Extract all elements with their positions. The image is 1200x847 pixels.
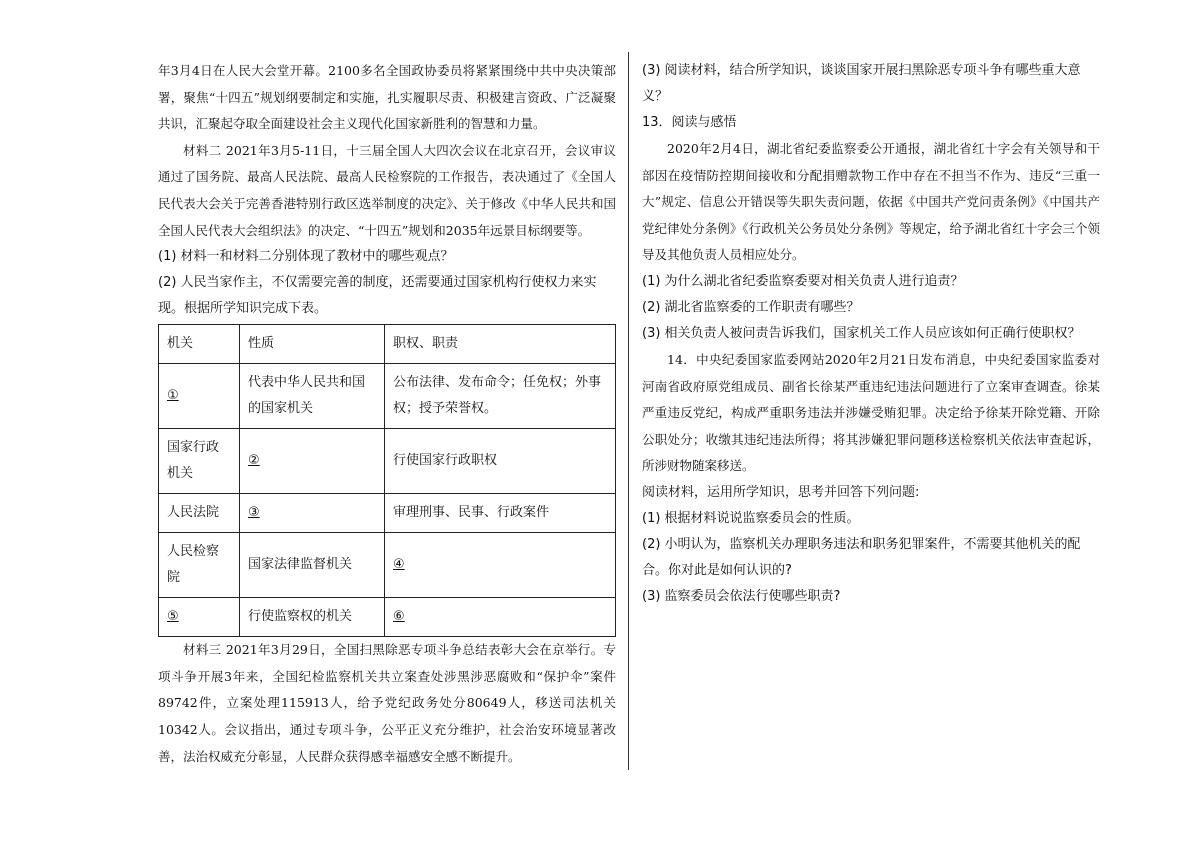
material-three: 材料三 2021年3月29日，全国扫黑除恶专项斗争总结表彰大会在京举行。专项斗争开展3年来，全国纪检监察机关共立案查处涉黑涉恶腐败和“保护伞”案件89742件，立案处理115913人，给予党纪政务处分80649人，移送司法机关10342人。会议指出，通过专项斗争，公平正义充分维护，社会治安环境显著改善，法治权威充分彰显，人民群众获得感幸福感安全感不断提升。 [158,642,616,764]
heading-13: 13．阅读与感悟 [642,115,737,130]
question-2: (2) 人民当家作主，不仅需要完善的制度，还需要通过国家机构行使权力来实现。根据所学知识完成下表。 [158,275,597,317]
table-cell-blank: ⑥ [385,598,616,637]
question-14-3: (3) 监察委员会依法行使哪些职责? [642,588,841,604]
table-cell: 人民检察院 [159,533,240,598]
table-cell: 审理刑事、民事、行政案件 [385,494,616,533]
material-14: 14．中央纪委国家监委网站2020年2月21日发布消息，中央纪委国家监委对河南省政府原党组成员、副省长徐某严重违纪违法问题进行了立案审查调查。徐某严重违反党纪，构成严重职务违法并涉嫌受贿犯罪。决定给予徐某开除党籍、开除公职处分；收缴其违纪违法所得；将其涉嫌犯罪问题移送检察机关依法审查起诉，所涉财物随案移送。 [642,351,1100,474]
question-13-2: (2) 湖北省监察委的工作职责有哪些？ [642,299,860,315]
table-cell-blank: ③ [240,494,385,533]
table-cell: 公布法律、发布命令；任免权；外事权；授予荣誉权。 [385,364,616,429]
left-column [158,58,616,770]
table-cell: 人民法院 [159,494,240,533]
question-3: (3) 阅读材料，结合所学知识，谈谈国家开展扫黑除恶专项斗争有哪些重大意义？ [642,63,1081,104]
table-row [159,598,616,637]
table-row [159,429,616,494]
table-header-row [159,325,616,364]
right-column [642,58,1100,610]
table-header: 机关 [159,325,240,364]
table-cell-blank: ④ [385,533,616,598]
material-13: 2020年2月4日，湖北省纪委监察委公开通报，湖北省红十字会有关领导和干部因在疫情防控期间接收和分配捐赠款物工作中存在不担当不作为、违反“三重一大”规定、信息公开错误等失职失责问题，依据《中国共产党问责条例》《中国共产党纪律处分条例》《行政机关公务员处分条例》等规定，给予湖北省红十字会三个领导及其他负责人员相应处分。 [642,141,1100,263]
material-one-continued: 年3月4日在人民大会堂开幕。2100多名全国政协委员将紧紧围绕中共中央决策部署，聚焦“十四五”规划纲要制定和实施，扎实履职尽责、积极建言资政、广泛凝聚共识，汇聚起夺取全面建设社会主义现代化国家新胜利的智慧和力量。 [158,63,616,132]
state-organs-table [158,324,616,637]
material-two: 材料二 2021年3月5-11日，十三届全国人大四次会议在北京召开，会议审议通过了国务院、最高人民法院、最高人民检察院的工作报告，表决通过了《全国人民代表大会关于完善香港特别行政区选举制度的决定》、关于修改《中华人民共和国全国人民代表大会组织法》的决定、“十四五”规划和2035年远景目标纲要等。 [158,142,616,238]
table-header: 性质 [240,325,385,364]
table-cell: 行使国家行政职权 [385,429,616,494]
question-13-1: (1) 为什么湖北省纪委监察委要对相关负责人进行追责？ [642,273,964,289]
question-13-3: (3) 相关负责人被问责告诉我们，国家机关工作人员应该如何正确行使职权？ [642,325,1081,341]
question-14-1: (1) 根据材料说说监察委员会的性质。 [642,510,860,526]
question-14-2: (2) 小明认为，监察机关办理职务违法和职务犯罪案件，不需要其他机关的配合。你对此是如何认识的? [642,536,1081,578]
table-row [159,533,616,598]
question-1: (1) 材料一和材料二分别体现了教材中的哪些观点？ [158,249,454,265]
table-header: 职权、职责 [385,325,616,364]
table-row [159,364,616,429]
table-cell: 代表中华人民共和国的国家机关 [240,364,385,429]
table-cell-blank: ⑤ [159,598,240,637]
table-row [159,494,616,533]
table-cell-blank: ② [240,429,385,494]
table-cell: 行使监察权的机关 [240,598,385,637]
table-cell-blank: ① [159,364,240,429]
question-14-intro: 阅读材料，运用所学知识，思考并回答下列问题: [642,484,920,500]
table-cell: 国家行政机关 [159,429,240,494]
column-divider [628,52,629,770]
table-cell: 国家法律监督机关 [240,533,385,598]
